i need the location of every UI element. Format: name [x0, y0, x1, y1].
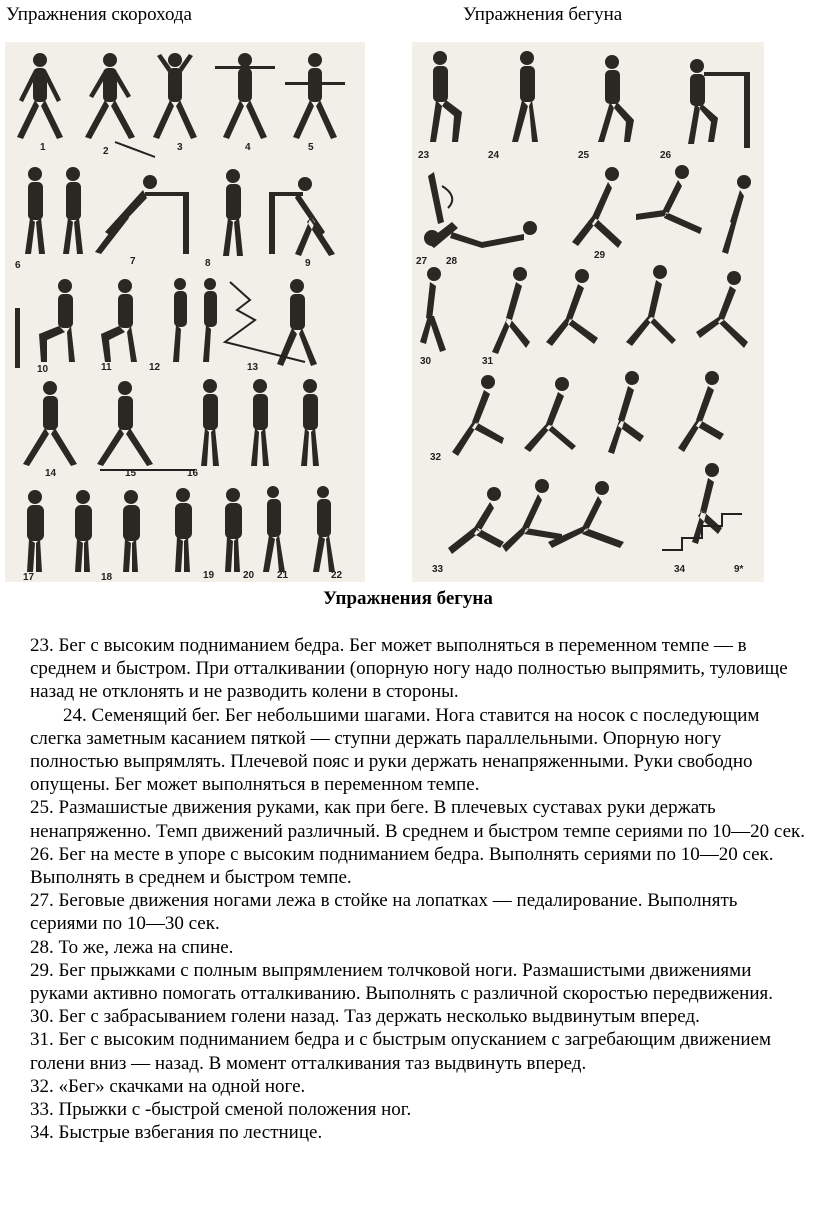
paragraph-26: 26. Бег на месте в упоре с высоким подниманием бедра. Выполнять сериями по 10—20 сек. Выполнять в среднем и быстром темпе. — [30, 843, 774, 889]
paragraph-24: 24. Семенящий бег. Бег небольшими шагами. Нога ставится на носок с последующим слегка заметным касанием пяткой — ступни держать параллельными. Опорную ногу полностью выпрямлять. Плечевой пояс и руки держать ненапряженными. Руки свободно опущены. Бег может выполняться в переменном темпе. — [30, 704, 760, 796]
figure-label: 12 — [149, 362, 161, 373]
figure-label: 8 — [205, 258, 211, 269]
paragraph-27: 27. Беговые движения ногами лежа в стойке на лопатках — педалирование. Выполнять сериями по 10—30 сек. — [30, 890, 738, 935]
figure-label: 10 — [37, 364, 49, 375]
figure-label: 20 — [243, 570, 255, 581]
figure-label: 21 — [277, 570, 289, 581]
walker-exercises-illustration — [5, 42, 365, 582]
walker-figures — [5, 42, 365, 582]
figure-label: 1 — [40, 142, 46, 153]
runner-exercises-illustration — [412, 42, 764, 582]
figure-label: 26 — [660, 150, 672, 161]
figure-label: 17 — [23, 572, 35, 582]
figure-label: 9* — [734, 564, 744, 575]
figure-label: 16 — [187, 468, 199, 479]
left-plate-title: Упражнения скорохода — [6, 4, 192, 25]
figure-label: 27 — [416, 256, 428, 267]
right-plate-title: Упражнения бегуна — [463, 4, 623, 25]
paragraph-33: 33. Прыжки с -быстрой сменой положения ног. — [30, 1099, 412, 1121]
paragraph-32: 32. «Бег» скачками на одной ноге. — [30, 1075, 306, 1097]
figure-label: 34 — [674, 564, 686, 575]
figure-label: 11 — [101, 362, 112, 373]
figure-caption: Упражнения бегуна — [323, 588, 493, 609]
figure-label: 25 — [578, 150, 590, 161]
figure-label: 9 — [305, 258, 311, 269]
paragraph-29: 29. Бег прыжками с полным выпрямлением толчковой ноги. Размашистыми движениями руками активно помогать отталкиванию. Выполнять с различной скоростью передвижения. — [30, 959, 773, 1005]
figure-label: 22 — [331, 570, 343, 581]
figure-label: 29 — [594, 250, 606, 261]
paragraph-25: 25. Размашистые движения руками, как при беге. В плечевых суставах руки держать ненапряженно. Темп движений различный. В среднем и быстром темпе сериями по 10—20 сек. — [30, 797, 805, 842]
exercise-descriptions — [30, 634, 806, 1144]
figure-label: 28 — [446, 256, 458, 267]
figure-label: 23 — [418, 150, 430, 161]
figure-label: 7 — [130, 256, 136, 267]
figure-label: 4 — [245, 142, 251, 153]
paragraph-34: 34. Быстрые взбегания по лестнице. — [30, 1122, 323, 1144]
figure-label: 33 — [432, 564, 444, 575]
figure-label: 18 — [101, 572, 113, 582]
figure-label: 5 — [308, 142, 314, 153]
figure-label: 30 — [420, 356, 432, 367]
figure-label: 3 — [177, 142, 183, 153]
figure-label: 31 — [482, 356, 494, 367]
paragraph-28: 28. То же, лежа на спине. — [30, 936, 234, 958]
figure-label: 14 — [45, 468, 57, 479]
paragraph-23: 23. Бег с высоким подниманием бедра. Бег может выполняться в переменном темпе — в среднем и быстром. При отталкивании (опорную ногу надо полностью выпрямить, туловище назад не отклонять и не разводить колени в стороны. — [30, 635, 788, 703]
paragraph-31: 31. Бег с высоким подниманием бедра и с быстрым опусканием с загребающим движением голени вниз — назад. В момент отталкивания таз выдвинуть вперед. — [30, 1029, 772, 1074]
figure-label: 32 — [430, 452, 442, 463]
figure-label: 15 — [125, 468, 137, 479]
paragraph-30: 30. Бег с забрасыванием голени назад. Таз держать несколько выдвинутым вперед. — [30, 1006, 700, 1028]
figure-label: 24 — [488, 150, 500, 161]
figure-label: 19 — [203, 570, 215, 581]
figure-label: 2 — [103, 146, 109, 157]
figure-label: 6 — [15, 260, 21, 271]
figure-label: 13 — [247, 362, 259, 373]
runner-figures — [412, 42, 764, 582]
